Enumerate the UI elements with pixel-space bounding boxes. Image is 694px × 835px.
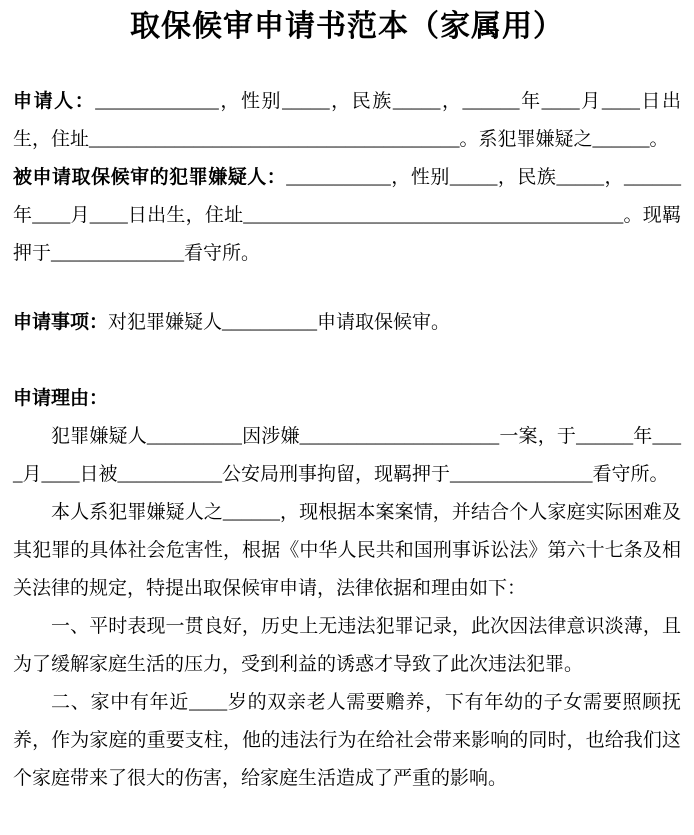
applicant-label: 申请人： <box>13 91 96 112</box>
reason-2-text: 二、家中有年近____岁的双亲老人需要赡养，下有年幼的子女需要照顾抚养，作为家庭的重要支柱，他的违法行为在给社会带来影响的同时，也给我们这个家庭带来了很大的伤害，给家庭生活造成了严重的影响。 <box>13 692 681 789</box>
reason-1-text: 一、平时表现一贯良好，历史上无违法犯罪记录，此次因法律意识淡薄，且为了缓解家庭生活的压力，受到利益的诱惑才导致了此次违法犯罪。 <box>13 616 681 675</box>
paragraph-reason-1 <box>13 608 681 684</box>
suspect-label: 被申请取保候审的犯罪嫌疑人： <box>13 167 287 188</box>
paragraph-reason-heading <box>13 380 681 418</box>
paragraph-reason-2 <box>13 684 681 798</box>
suspect-blanks-text: ___________，性别_____，民族_____，______年____月____日出生，住址________________________________________。现羁押于______________看守所。 <box>13 167 681 264</box>
paragraph-request <box>13 304 681 342</box>
paragraph-applicant <box>13 83 681 159</box>
reason-heading-label: 申请理由： <box>13 388 109 409</box>
paragraph-case-details <box>13 418 681 494</box>
relationship-basis-text: 本人系犯罪嫌疑人之______，现根据本案案情，并结合个人家庭实际困难及其犯罪的具体社会危害性，根据《中华人民共和国刑事诉讼法》第六十七条及相关法律的规定，特提出取保候审申请，法律依据和理由如下： <box>13 502 681 599</box>
applicant-blanks-text: _____________，性别_____，民族_____，______年____月____日出生，住址_______________________________________。系犯罪嫌疑之______。 <box>13 91 681 150</box>
document-title: 取保候审申请书范本（家属用） <box>130 10 564 43</box>
request-text: 对犯罪嫌疑人__________申请取保候审。 <box>108 312 451 333</box>
paragraph-relationship-basis <box>13 494 681 608</box>
case-details-text: 犯罪嫌疑人__________因涉嫌_____________________一案，于______年____月____日被___________公安局刑事拘留，现羁押于_______________看守所。 <box>13 426 681 485</box>
paragraph-suspect <box>13 159 681 273</box>
request-label: 申请事项： <box>13 312 109 333</box>
